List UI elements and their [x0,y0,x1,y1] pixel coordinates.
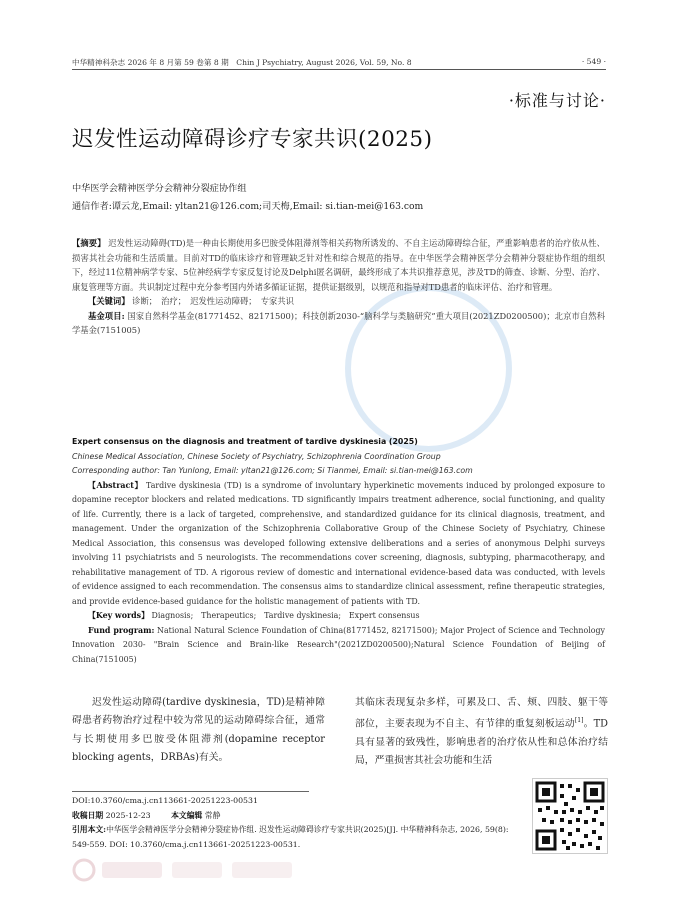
cn-keywords-label: 【关键词】 [88,296,130,306]
author-block [72,180,423,216]
cn-keywords-text: 诊断； 治疗； 迟发性运动障碍； 专家共识 [132,296,294,306]
citation-line [72,823,522,852]
reference-marker[interactable]: [1] [574,717,584,725]
cn-abstract-text: 迟发性运动障碍(TD)是一种由长期使用多巴胺受体阻滞剂等相关药物所诱发的、不自主运动障碍综合征，严重影响患者的治疗依从性、损害其社会功能和生活质量。目前对TD的临床诊疗和管理缺乏针对性和综合规范的指导。在中华医学会精神医学分会精神分裂症协作组的组织下，经过11位精神病学专家、5位神经病学专家反复讨论及Delphi匿名调研，最终形成了本共识推荐意见，涉及TD的筛查、诊断、分型、治疗、康复管理等方面。共识制定过程中充分参考国内外诸多循证证据，提供证据级别，以规范和指导对TD患者的临床评估、治疗和管理。 [72,238,605,292]
en-abstract-paragraph [72,479,605,610]
watermark-logo-graphic [72,858,312,882]
watermark-logo-icon [72,858,312,887]
doi-line: DOI:10.3760/cma.j.cn113661-20251223-00531 [72,796,258,805]
running-head: 中华精神科杂志 2026 年 8 月第 59 卷第 8 期 Chin J Psychiatry, August 2026, Vol. 59, No. 8 [72,58,412,67]
cn-fund-label: 基金项目: [88,310,125,321]
en-fund-text: National Natural Science Foundation of China(81771452, 82171500); Major Project of Science and Technology Innovation 2030- "Brain Science and Brain-like Research"(2021ZD0200500);Natural Science Foundation of Beijing of China(7151005) [72,625,605,664]
body-column-right [355,694,608,771]
received-date: 2025-12-23 [105,810,151,820]
footnotes [72,794,522,852]
en-fund-label: Fund program: [88,625,155,635]
qr-code-icon [532,778,608,854]
cn-abstract-label: 【摘要】 [72,238,106,248]
en-keywords-text: Diagnosis; Therapeutics; Tardive dyskinesia; Expert consensus [151,611,420,620]
english-abstract [72,435,605,667]
citation-label: 引用本文: [72,825,107,834]
qr-code-graphic [533,779,607,853]
article-title: 迟发性运动障碍诊疗专家共识(2025) [72,127,433,152]
en-title: Expert consensus on the diagnosis and treatment of tardive dyskinesia (2025) [72,437,418,446]
received-label: 收稿日期 [72,810,104,820]
cn-fund [72,309,605,338]
cn-fund-text: 国家自然科学基金(81771452、82171500)；科技创新2030-“脑科学与类脑研究”重大项目(2021ZD0200500)；北京市自然科学基金(7151005) [72,310,605,335]
editor-label: 本文编辑 [171,810,203,820]
citation-text: 中华医学会精神医学分会精神分裂症协作组. 迟发性运动障碍诊疗专家共识(2025)[J]. 中华精神科杂志, 2026, 59(8): 549-559. DOI: 10.3760/cma.j.cn113661-20251223-00531. [72,825,509,849]
author-group: 中华医学会精神医学分会精神分裂症协作组 [72,183,247,194]
editor-name: 常静 [204,810,221,820]
cn-abstract-paragraph [72,236,605,294]
en-organization: Chinese Medical Association, Chinese Society of Psychiatry, Schizophrenia Coordination Group [72,451,441,461]
body-right-text-b: 。TD具有显著的致残性，影响患者的治疗依从性和总体治疗结局，严重损害其社会功能和生活 [355,718,609,767]
chinese-abstract [72,236,605,338]
en-fund [72,624,605,668]
en-abstract-label: 【Abstract】 [88,480,143,490]
footnote-rule [72,791,309,792]
received-line [72,809,522,824]
en-abstract-text: Tardive dyskinesia (TD) is a syndrome of involuntary hyperkinetic movements induced by prolonged exposure to dopamine receptor blockers and related medications. TD significantly impairs treatment adherence, social functioning, and quality of life. Currently, there is a lack of targeted, comprehensive, and standardized guidance for its clinical diagnosis, treatment, and management. Under the organization of the Schizophrenia Collaborative Group of the Chinese Society of Psychiatry, Chinese Medical Association, this consensus was developed following extensive deliberations and a series of anonymous Delphi surveys involving 11 psychiatrists and 5 neurologists. The recommendations cover screening, diagnosis, subtyping, pharmacotherapy, and rehabilitative management of TD. A rigorous review of domestic and international evidence-based data was conducted, with levels of evidence assigned to each recommendation. The consensus aims to standardize clinical assessment, refine therapeutic strategies, and provide evidence-based guidance for the holistic management of patients with TD. [72,480,606,606]
body-right-text-a: 其临床表现复杂多样，可累及口、舌、颊、四肢、躯干等部位，主要表现为不自主、有节律的重复刻板运动 [355,697,608,730]
en-keywords [72,609,605,624]
body-column-left: 迟发性运动障碍(tardive dyskinesia，TD)是精神障碍患者药物治疗过程中较为常见的运动障碍综合征，通常与长期使用多巴胺受体阻滞剂(dopamine receptor blocking agents，DRBAs)有关。 [72,697,325,764]
cn-keywords [72,294,605,309]
page-number: · 549 · [581,57,606,66]
en-corresponding-author: Corresponding author: Tan Yunlong, Email: yltan21@126.com; Si Tianmei, Email: si.tian-mei@163.com [72,466,473,475]
corresponding-author: 通信作者:谭云龙,Email: yltan21@126.com;司天梅,Email: si.tian-mei@163.com [72,201,424,212]
header-rule [72,69,606,70]
en-keywords-label: 【Key words】 [88,611,149,620]
section-label: ·标准与讨论· [508,91,606,110]
